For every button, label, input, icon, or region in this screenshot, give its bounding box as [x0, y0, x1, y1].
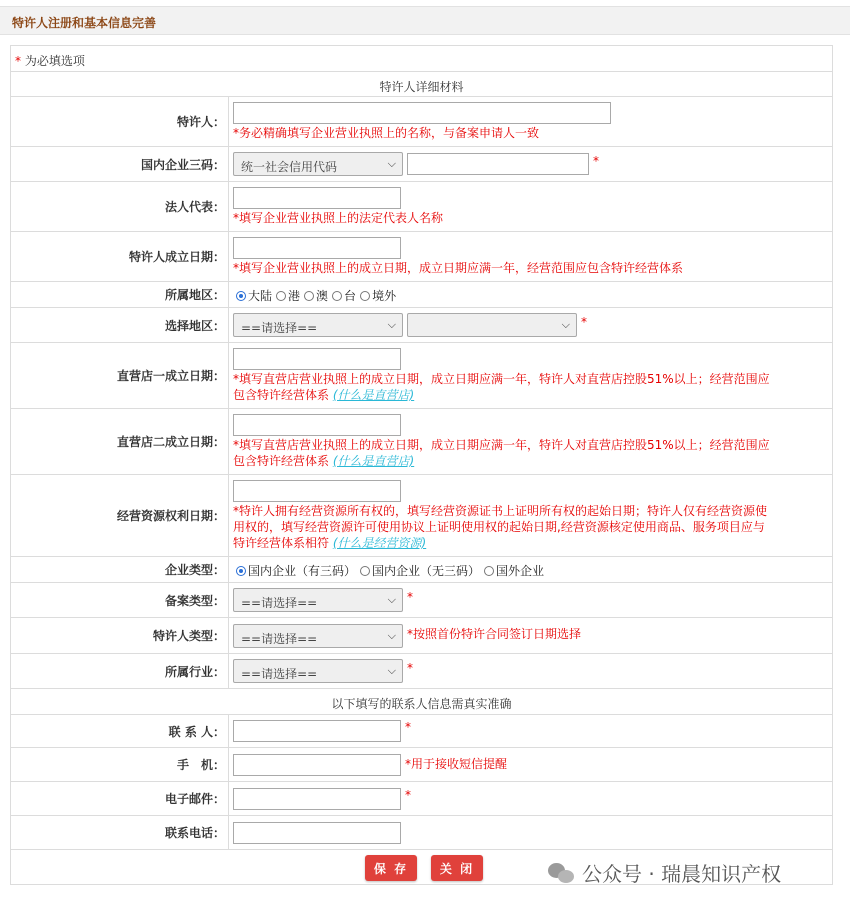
resource-hint-line1: *特许人拥有经营资源所有权的，填写经营资源证书上证明所有权的起始日期；特许人仅有经营资源使	[233, 504, 768, 518]
radio-dot-checked[interactable]	[236, 566, 246, 576]
legal-rep-hint: *填写企业营业执照上的法定代表人名称	[233, 211, 444, 225]
label-franchisor: 特许人：	[11, 97, 229, 146]
radio-dot[interactable]	[360, 291, 370, 301]
resource-hint-line2: 用权的，填写经营资源许可使用协议上证明使用权的起始日期,经营资源核定使用商品、服务项目应与	[233, 520, 765, 534]
region-option-label: 境外	[372, 289, 397, 303]
region-radio-mainland[interactable]	[236, 287, 272, 304]
resource-hint-line3	[233, 535, 426, 551]
label-resource-date: 经营资源权利日期：	[11, 475, 229, 556]
region-radio-group	[236, 287, 400, 304]
value-contact-person	[233, 715, 830, 747]
mobile-hint: *用于接收短信提醒	[405, 757, 508, 771]
enterprise-type-radio-foreign[interactable]	[484, 562, 544, 579]
filing-type-value: ==请选择==	[241, 596, 318, 610]
contact-person-input[interactable]	[233, 720, 401, 742]
row-franchisor	[11, 97, 832, 147]
label-enterprise-code: 国内企业三码：	[11, 147, 229, 181]
value-enterprise-type	[233, 557, 830, 582]
label-mobile: 手 机：	[11, 748, 229, 781]
radio-dot-checked[interactable]	[236, 291, 246, 301]
value-franchisor	[233, 97, 830, 146]
value-filing-type	[233, 583, 830, 617]
label-industry: 所属行业：	[11, 654, 229, 688]
value-founding-date	[233, 232, 830, 281]
section-header-contact	[11, 689, 832, 715]
label-phone: 联系电话：	[11, 816, 229, 849]
store1-hint-line2	[233, 387, 414, 403]
email-star: *	[405, 788, 411, 802]
row-store1-date	[11, 343, 832, 409]
enterprise-type-option-label: 国内企业（有三码）	[248, 564, 357, 578]
section-header-detail	[11, 72, 832, 97]
select-region-star: *	[581, 315, 587, 329]
value-region	[233, 282, 830, 307]
email-input[interactable]	[233, 788, 401, 810]
contact-person-star: *	[405, 720, 411, 734]
value-industry	[233, 654, 830, 688]
value-mobile	[233, 748, 830, 781]
filing-type-select[interactable]	[233, 588, 403, 612]
row-legal-rep	[11, 182, 832, 232]
region-option-label: 澳	[316, 289, 329, 303]
province-select-value: ==请选择==	[241, 321, 318, 335]
industry-star: *	[407, 661, 413, 675]
enterprise-type-option-label: 国内企业（无三码）	[372, 564, 481, 578]
row-phone	[11, 816, 832, 850]
resource-hint-text: 特许经营体系相符	[233, 536, 333, 550]
region-radio-overseas[interactable]	[360, 287, 396, 304]
chevron-down-icon: ⌵	[387, 157, 396, 170]
page-header	[0, 6, 850, 35]
row-franchisor-type	[11, 618, 832, 654]
label-enterprise-type: 企业类型：	[11, 557, 229, 582]
row-contact-person	[11, 715, 832, 748]
resource-help-link[interactable]: (什么是经营资源)	[332, 536, 427, 550]
store2-date-input[interactable]	[233, 414, 401, 436]
label-email: 电子邮件：	[11, 782, 229, 815]
section-title-contact: 以下填写的联系人信息需真实准确	[331, 697, 512, 711]
label-filing-type: 备案类型：	[11, 583, 229, 617]
store2-help-link[interactable]: (什么是直营店)	[332, 454, 415, 468]
row-store2-date	[11, 409, 832, 475]
radio-dot[interactable]	[332, 291, 342, 301]
value-email	[233, 782, 830, 815]
value-resource-date	[233, 475, 830, 556]
province-select[interactable]	[233, 313, 403, 337]
store2-hint-line2	[233, 453, 414, 469]
radio-dot[interactable]	[360, 566, 370, 576]
watermark-text: 公众号 · 瑞晨知识产权	[582, 862, 782, 886]
store1-hint-text: 包含特许经营体系	[233, 388, 333, 402]
value-legal-rep	[233, 182, 830, 231]
label-founding-date: 特许人成立日期：	[11, 232, 229, 281]
value-franchisor-type	[233, 618, 830, 653]
row-email	[11, 782, 832, 816]
label-legal-rep: 法人代表：	[11, 182, 229, 231]
wechat-icon	[548, 861, 576, 885]
row-mobile	[11, 748, 832, 782]
value-enterprise-code	[233, 147, 830, 181]
row-select-region	[11, 308, 832, 343]
enterprise-type-radio-group	[236, 562, 548, 579]
store1-date-input[interactable]	[233, 348, 401, 370]
label-franchisor-type: 特许人类型：	[11, 618, 229, 653]
enterprise-type-radio-domestic-code[interactable]	[236, 562, 356, 579]
franchisor-input[interactable]	[233, 102, 611, 124]
label-store1-date: 直营店一成立日期：	[11, 343, 229, 408]
region-radio-taiwan[interactable]	[332, 287, 356, 304]
radio-dot[interactable]	[304, 291, 314, 301]
label-contact-person: 联 系 人：	[11, 715, 229, 747]
industry-value: ==请选择==	[241, 667, 318, 681]
value-select-region	[233, 308, 830, 342]
radio-dot[interactable]	[484, 566, 494, 576]
franchisor-type-value: ==请选择==	[241, 632, 318, 646]
radio-dot[interactable]	[276, 291, 286, 301]
label-region: 所属地区：	[11, 282, 229, 307]
enterprise-code-type-select[interactable]	[233, 152, 403, 176]
label-store2-date: 直营店二成立日期：	[11, 409, 229, 474]
value-store2-date	[233, 409, 830, 474]
row-industry	[11, 654, 832, 689]
chevron-down-icon: ⌵	[561, 318, 570, 331]
required-star: *	[15, 54, 21, 68]
chevron-down-icon: ⌵	[387, 664, 396, 677]
row-founding-date	[11, 232, 832, 282]
phone-input[interactable]	[233, 822, 401, 844]
save-button[interactable]: 保 存	[365, 855, 417, 881]
region-option-label: 台	[344, 289, 357, 303]
industry-select[interactable]	[233, 659, 403, 683]
value-store1-date	[233, 343, 830, 408]
founding-date-hint: *填写企业营业执照上的成立日期，成立日期应满一年，经营范围应包含特许经营体系	[233, 261, 684, 275]
row-enterprise-code	[11, 147, 832, 182]
chevron-down-icon: ⌵	[387, 629, 396, 642]
enterprise-type-option-label: 国外企业	[496, 564, 545, 578]
watermark	[548, 858, 781, 887]
resource-date-input[interactable]	[233, 480, 401, 502]
required-note	[15, 52, 85, 69]
required-note-text: 为必填选项	[21, 54, 85, 68]
region-option-label: 大陆	[248, 289, 273, 303]
row-enterprise-type	[11, 557, 832, 583]
row-region	[11, 282, 832, 308]
franchisor-type-select[interactable]	[233, 624, 403, 648]
city-select[interactable]	[407, 313, 577, 337]
founding-date-input[interactable]	[233, 237, 401, 259]
enterprise-code-type-value: 统一社会信用代码	[241, 160, 338, 174]
legal-rep-input[interactable]	[233, 187, 401, 209]
label-select-region: 选择地区：	[11, 308, 229, 342]
close-button[interactable]: 关 闭	[431, 855, 483, 881]
region-radio-macau[interactable]	[304, 287, 328, 304]
value-phone	[233, 816, 830, 849]
mobile-input[interactable]	[233, 754, 401, 776]
chevron-down-icon: ⌵	[387, 593, 396, 606]
registration-form	[10, 45, 833, 885]
row-filing-type	[11, 583, 832, 618]
filing-type-star: *	[407, 590, 413, 604]
region-radio-hk[interactable]	[276, 287, 300, 304]
region-option-label: 港	[288, 289, 301, 303]
enterprise-code-input[interactable]	[407, 153, 589, 175]
franchisor-type-hint: *按照首份特许合同签订日期选择	[407, 627, 582, 641]
required-note-row	[11, 46, 832, 72]
enterprise-code-star: *	[593, 154, 599, 168]
store1-hint-line1: *填写直营店营业执照上的成立日期，成立日期应满一年，特许人对直营店控股51%以上；经营范围应	[233, 372, 770, 386]
chevron-down-icon: ⌵	[387, 318, 396, 331]
section-title-detail: 特许人详细材料	[379, 80, 464, 94]
franchisor-hint: *务必精确填写企业营业执照上的名称，与备案申请人一致	[233, 126, 540, 140]
enterprise-type-radio-domestic-nocode[interactable]	[360, 562, 480, 579]
store2-hint-text: 包含特许经营体系	[233, 454, 333, 468]
row-resource-date	[11, 475, 832, 557]
page-title: 特许人注册和基本信息完善	[12, 16, 157, 30]
store1-help-link[interactable]: (什么是直营店)	[332, 388, 415, 402]
store2-hint-line1: *填写直营店营业执照上的成立日期，成立日期应满一年，特许人对直营店控股51%以上；经营范围应	[233, 438, 770, 452]
